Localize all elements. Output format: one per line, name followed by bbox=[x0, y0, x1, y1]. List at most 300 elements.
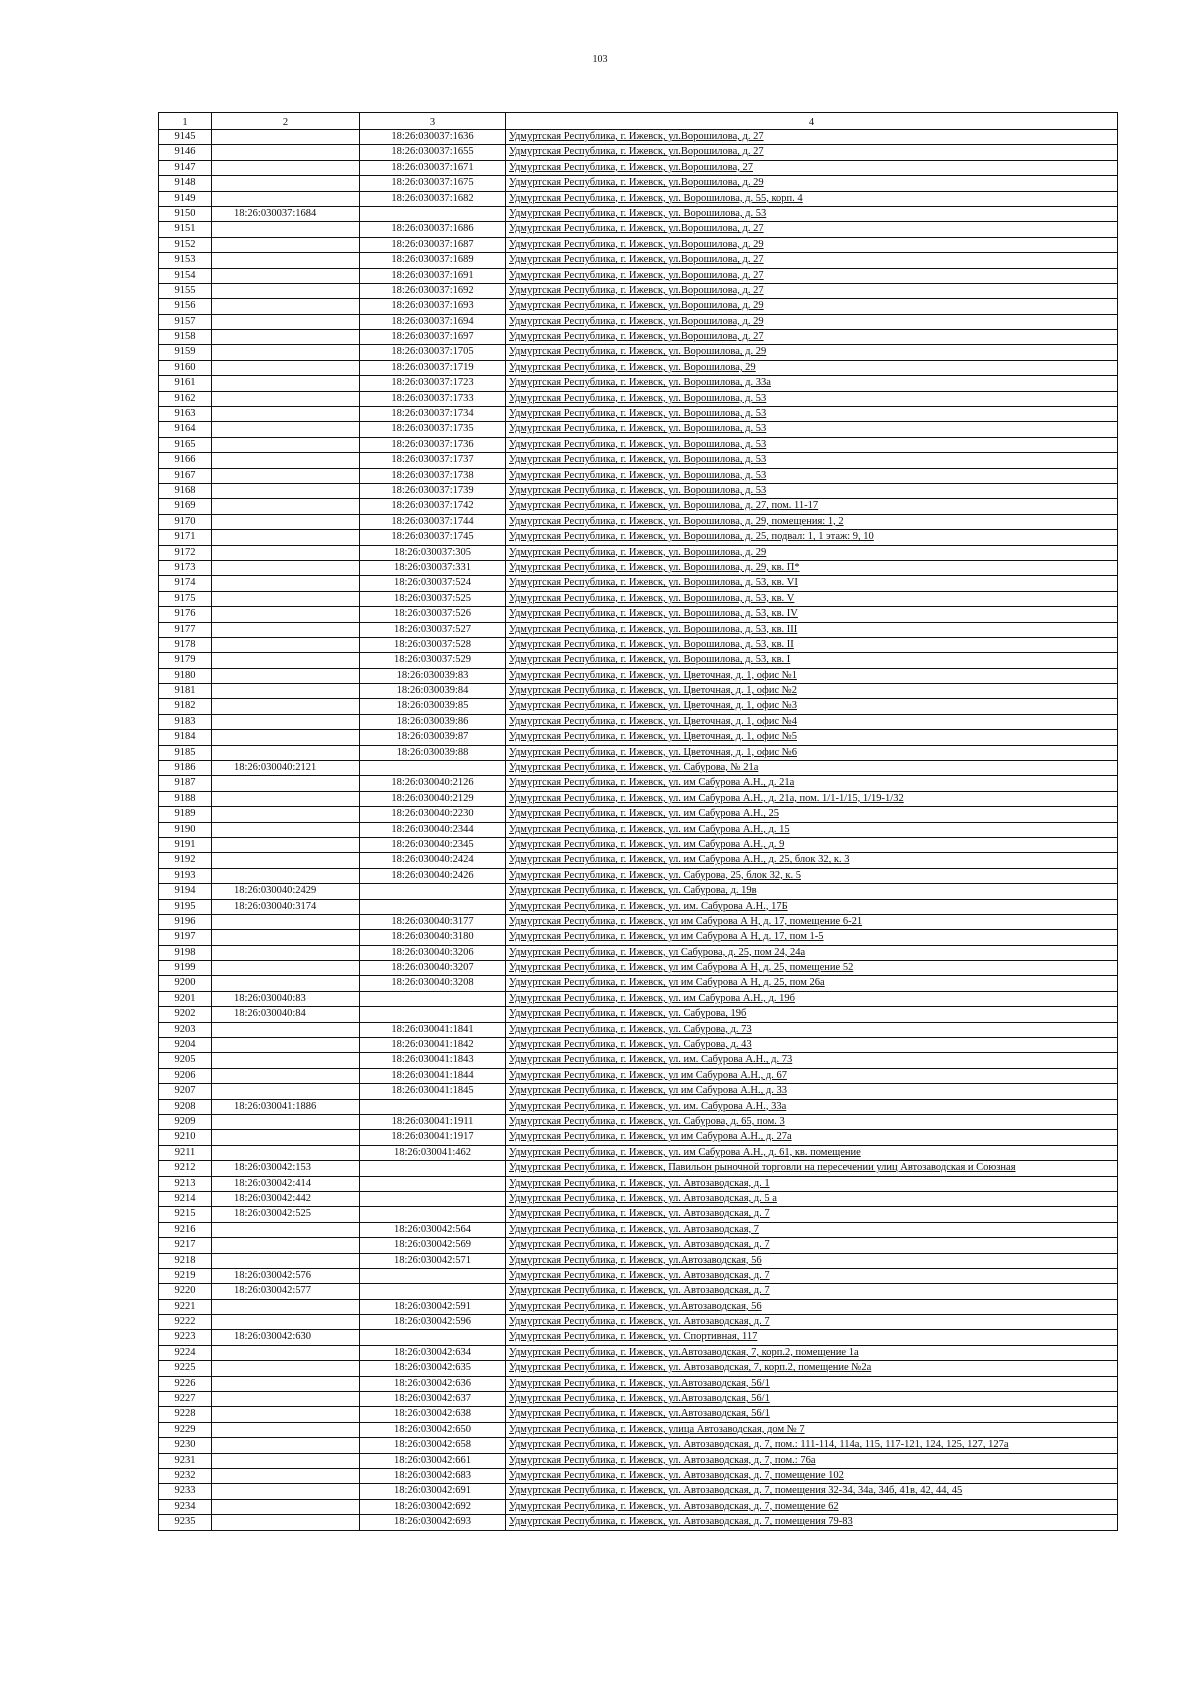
address-cell: Удмуртская Республика, г. Ижевск, ул.Ворошилова, д. 29 bbox=[506, 299, 1118, 314]
table-row bbox=[159, 945, 1118, 960]
table-row bbox=[159, 1468, 1118, 1483]
address-cell: Удмуртская Республика, г. Ижевск, Павильон рыночной торговли на пересечении улиц Автозаводская и Союзная bbox=[506, 1161, 1118, 1176]
object-cadastral-number-cell: 18:26:030037:1723 bbox=[360, 376, 506, 391]
table-row bbox=[159, 714, 1118, 729]
land-cadastral-number-cell bbox=[212, 1053, 360, 1068]
land-cadastral-number-cell bbox=[212, 160, 360, 175]
row-number-cell: 9234 bbox=[159, 1499, 212, 1514]
object-cadastral-number-cell: 18:26:030037:1736 bbox=[360, 437, 506, 452]
address-cell: Удмуртская Республика, г. Ижевск, ул. Автозаводская, д. 7, пом.: 76а bbox=[506, 1453, 1118, 1468]
table-row bbox=[159, 822, 1118, 837]
table-row bbox=[159, 130, 1118, 145]
address-cell: Удмуртская Республика, г. Ижевск, ул.Автозаводская, 56/1 bbox=[506, 1392, 1118, 1407]
address-cell: Удмуртская Республика, г. Ижевск, ул.Ворошилова, д. 27 bbox=[506, 253, 1118, 268]
table-row bbox=[159, 1176, 1118, 1191]
row-number-cell: 9172 bbox=[159, 545, 212, 560]
land-cadastral-number-cell bbox=[212, 653, 360, 668]
registry-table bbox=[158, 112, 1118, 1531]
land-cadastral-number-cell bbox=[212, 1038, 360, 1053]
row-number-cell: 9149 bbox=[159, 191, 212, 206]
address-cell: Удмуртская Республика, г. Ижевск, ул. Ворошилова, д. 53 bbox=[506, 468, 1118, 483]
address-cell: Удмуртская Республика, г. Ижевск, ул. Сабурова, д. 65, пом. 3 bbox=[506, 1115, 1118, 1130]
table-row bbox=[159, 776, 1118, 791]
land-cadastral-number-cell bbox=[212, 468, 360, 483]
table-row bbox=[159, 314, 1118, 329]
table-row bbox=[159, 237, 1118, 252]
table-row bbox=[159, 499, 1118, 514]
table-row bbox=[159, 560, 1118, 575]
land-cadastral-number-cell bbox=[212, 745, 360, 760]
object-cadastral-number-cell: 18:26:030037:1636 bbox=[360, 130, 506, 145]
address-cell: Удмуртская Республика, г. Ижевск, ул. им Сабурова А.Н., д. 25, блок 32, к. 3 bbox=[506, 853, 1118, 868]
object-cadastral-number-cell: 18:26:030037:1719 bbox=[360, 360, 506, 375]
table-row bbox=[159, 1345, 1118, 1360]
address-cell: Удмуртская Республика, г. Ижевск, ул. Автозаводская, 7 bbox=[506, 1222, 1118, 1237]
land-cadastral-number-cell bbox=[212, 499, 360, 514]
address-cell: Удмуртская Республика, г. Ижевск, ул Сабурова, д. 25, пом 24, 24а bbox=[506, 945, 1118, 960]
object-cadastral-number-cell: 18:26:030037:1686 bbox=[360, 222, 506, 237]
address-cell: Удмуртская Республика, г. Ижевск, ул. Автозаводская, д. 7 bbox=[506, 1238, 1118, 1253]
row-number-cell: 9152 bbox=[159, 237, 212, 252]
table-row bbox=[159, 576, 1118, 591]
object-cadastral-number-cell: 18:26:030042:571 bbox=[360, 1253, 506, 1268]
table-row bbox=[159, 222, 1118, 237]
table-row bbox=[159, 1084, 1118, 1099]
land-cadastral-number-cell bbox=[212, 1515, 360, 1530]
row-number-cell: 9226 bbox=[159, 1376, 212, 1391]
address-cell: Удмуртская Республика, г. Ижевск, ул. Цветочная, д. 1, офис №2 bbox=[506, 684, 1118, 699]
column-header-2: 2 bbox=[212, 113, 360, 130]
object-cadastral-number-cell: 18:26:030041:1842 bbox=[360, 1038, 506, 1053]
row-number-cell: 9185 bbox=[159, 745, 212, 760]
object-cadastral-number-cell: 18:26:030037:1675 bbox=[360, 176, 506, 191]
row-number-cell: 9194 bbox=[159, 884, 212, 899]
address-cell: Удмуртская Республика, г. Ижевск, ул. Ворошилова, д. 55, корп. 4 bbox=[506, 191, 1118, 206]
address-cell: Удмуртская Республика, г. Ижевск, ул.Ворошилова, д. 27 bbox=[506, 222, 1118, 237]
address-cell: Удмуртская Республика, г. Ижевск, ул.Ворошилова, д. 29 bbox=[506, 314, 1118, 329]
table-row bbox=[159, 145, 1118, 160]
address-cell: Удмуртская Республика, г. Ижевск, ул им Сабурова А Н, д. 25, помещение 52 bbox=[506, 961, 1118, 976]
row-number-cell: 9191 bbox=[159, 837, 212, 852]
land-cadastral-number-cell: 18:26:030040:84 bbox=[212, 1007, 360, 1022]
row-number-cell: 9187 bbox=[159, 776, 212, 791]
object-cadastral-number-cell: 18:26:030042:636 bbox=[360, 1376, 506, 1391]
table-row bbox=[159, 1330, 1118, 1345]
address-cell: Удмуртская Республика, г. Ижевск, ул. Автозаводская, д. 7, помещение 102 bbox=[506, 1468, 1118, 1483]
table-row bbox=[159, 1007, 1118, 1022]
table-header bbox=[159, 113, 1118, 130]
table-row bbox=[159, 961, 1118, 976]
row-number-cell: 9163 bbox=[159, 407, 212, 422]
row-number-cell: 9190 bbox=[159, 822, 212, 837]
address-cell: Удмуртская Республика, г. Ижевск, ул им Сабурова А.Н., д. 27а bbox=[506, 1130, 1118, 1145]
row-number-cell: 9224 bbox=[159, 1345, 212, 1360]
address-cell: Удмуртская Республика, г. Ижевск, ул. Автозаводская, д. 7 bbox=[506, 1284, 1118, 1299]
object-cadastral-number-cell: 18:26:030040:3208 bbox=[360, 976, 506, 991]
land-cadastral-number-cell bbox=[212, 437, 360, 452]
address-cell: Удмуртская Республика, г. Ижевск, ул. Ворошилова, д. 25, подвал: 1, 1 этаж: 9, 10 bbox=[506, 530, 1118, 545]
row-number-cell: 9154 bbox=[159, 268, 212, 283]
table-row bbox=[159, 884, 1118, 899]
object-cadastral-number-cell: 18:26:030042:591 bbox=[360, 1299, 506, 1314]
address-cell: Удмуртская Республика, г. Ижевск, улица Автозаводская, дом № 7 bbox=[506, 1422, 1118, 1437]
address-cell: Удмуртская Республика, г. Ижевск, ул. Цветочная, д. 1, офис №1 bbox=[506, 668, 1118, 683]
row-number-cell: 9221 bbox=[159, 1299, 212, 1314]
object-cadastral-number-cell: 18:26:030042:596 bbox=[360, 1315, 506, 1330]
address-cell: Удмуртская Республика, г. Ижевск, ул. им. Сабурова А.Н., 33а bbox=[506, 1099, 1118, 1114]
land-cadastral-number-cell bbox=[212, 668, 360, 683]
object-cadastral-number-cell bbox=[360, 1007, 506, 1022]
object-cadastral-number-cell: 18:26:030040:2424 bbox=[360, 853, 506, 868]
land-cadastral-number-cell bbox=[212, 1345, 360, 1360]
address-cell: Удмуртская Республика, г. Ижевск, ул. им Сабурова А.Н., д. 9 bbox=[506, 837, 1118, 852]
object-cadastral-number-cell bbox=[360, 761, 506, 776]
land-cadastral-number-cell: 18:26:030042:630 bbox=[212, 1330, 360, 1345]
row-number-cell: 9182 bbox=[159, 699, 212, 714]
table-row bbox=[159, 1268, 1118, 1283]
table-row bbox=[159, 653, 1118, 668]
land-cadastral-number-cell bbox=[212, 714, 360, 729]
land-cadastral-number-cell bbox=[212, 1407, 360, 1422]
table-row bbox=[159, 530, 1118, 545]
table-row bbox=[159, 437, 1118, 452]
table-row bbox=[159, 1499, 1118, 1514]
row-number-cell: 9222 bbox=[159, 1315, 212, 1330]
land-cadastral-number-cell bbox=[212, 591, 360, 606]
object-cadastral-number-cell: 18:26:030040:2345 bbox=[360, 837, 506, 852]
object-cadastral-number-cell: 18:26:030037:525 bbox=[360, 591, 506, 606]
object-cadastral-number-cell: 18:26:030037:1742 bbox=[360, 499, 506, 514]
land-cadastral-number-cell bbox=[212, 807, 360, 822]
row-number-cell: 9217 bbox=[159, 1238, 212, 1253]
address-cell: Удмуртская Республика, г. Ижевск, ул. Автозаводская, 7, корп.2, помещение №2а bbox=[506, 1361, 1118, 1376]
land-cadastral-number-cell bbox=[212, 376, 360, 391]
row-number-cell: 9167 bbox=[159, 468, 212, 483]
object-cadastral-number-cell: 18:26:030037:1745 bbox=[360, 530, 506, 545]
object-cadastral-number-cell: 18:26:030040:3206 bbox=[360, 945, 506, 960]
land-cadastral-number-cell bbox=[212, 622, 360, 637]
table-row bbox=[159, 514, 1118, 529]
table-row bbox=[159, 1022, 1118, 1037]
land-cadastral-number-cell bbox=[212, 1238, 360, 1253]
address-cell: Удмуртская Республика, г. Ижевск, ул. Автозаводская, д. 7, помещения 79-83 bbox=[506, 1515, 1118, 1530]
row-number-cell: 9166 bbox=[159, 453, 212, 468]
address-cell: Удмуртская Республика, г. Ижевск, ул. Сабурова, 25, блок 32, к. 5 bbox=[506, 868, 1118, 883]
row-number-cell: 9189 bbox=[159, 807, 212, 822]
row-number-cell: 9213 bbox=[159, 1176, 212, 1191]
object-cadastral-number-cell: 18:26:030037:1734 bbox=[360, 407, 506, 422]
land-cadastral-number-cell bbox=[212, 1084, 360, 1099]
land-cadastral-number-cell bbox=[212, 1022, 360, 1037]
row-number-cell: 9146 bbox=[159, 145, 212, 160]
address-cell: Удмуртская Республика, г. Ижевск, ул. Ворошилова, д. 53 bbox=[506, 483, 1118, 498]
row-number-cell: 9173 bbox=[159, 560, 212, 575]
address-cell: Удмуртская Республика, г. Ижевск, ул. Автозаводская, д. 7 bbox=[506, 1268, 1118, 1283]
object-cadastral-number-cell: 18:26:030041:1843 bbox=[360, 1053, 506, 1068]
column-header-4: 4 bbox=[506, 113, 1118, 130]
object-cadastral-number-cell bbox=[360, 1284, 506, 1299]
row-number-cell: 9206 bbox=[159, 1068, 212, 1083]
land-cadastral-number-cell bbox=[212, 330, 360, 345]
land-cadastral-number-cell bbox=[212, 1453, 360, 1468]
object-cadastral-number-cell: 18:26:030039:83 bbox=[360, 668, 506, 683]
land-cadastral-number-cell bbox=[212, 730, 360, 745]
row-number-cell: 9179 bbox=[159, 653, 212, 668]
row-number-cell: 9186 bbox=[159, 761, 212, 776]
table-row bbox=[159, 1130, 1118, 1145]
object-cadastral-number-cell: 18:26:030037:1687 bbox=[360, 237, 506, 252]
address-cell: Удмуртская Республика, г. Ижевск, ул.Ворошилова, д. 27 bbox=[506, 145, 1118, 160]
table-body bbox=[159, 130, 1118, 1531]
object-cadastral-number-cell: 18:26:030039:85 bbox=[360, 699, 506, 714]
table-row bbox=[159, 1038, 1118, 1053]
land-cadastral-number-cell bbox=[212, 1145, 360, 1160]
address-cell: Удмуртская Республика, г. Ижевск, ул. Ворошилова, д. 53 bbox=[506, 407, 1118, 422]
object-cadastral-number-cell: 18:26:030042:634 bbox=[360, 1345, 506, 1360]
object-cadastral-number-cell: 18:26:030041:1841 bbox=[360, 1022, 506, 1037]
row-number-cell: 9193 bbox=[159, 868, 212, 883]
table-row bbox=[159, 1484, 1118, 1499]
row-number-cell: 9178 bbox=[159, 637, 212, 652]
land-cadastral-number-cell: 18:26:030040:3174 bbox=[212, 899, 360, 914]
object-cadastral-number-cell: 18:26:030037:1738 bbox=[360, 468, 506, 483]
land-cadastral-number-cell: 18:26:030037:1684 bbox=[212, 206, 360, 221]
row-number-cell: 9168 bbox=[159, 483, 212, 498]
table-row bbox=[159, 991, 1118, 1006]
row-number-cell: 9200 bbox=[159, 976, 212, 991]
table-row bbox=[159, 976, 1118, 991]
row-number-cell: 9208 bbox=[159, 1099, 212, 1114]
table-row bbox=[159, 1222, 1118, 1237]
row-number-cell: 9192 bbox=[159, 853, 212, 868]
object-cadastral-number-cell bbox=[360, 1161, 506, 1176]
table-row bbox=[159, 391, 1118, 406]
table-row bbox=[159, 1253, 1118, 1268]
land-cadastral-number-cell bbox=[212, 530, 360, 545]
object-cadastral-number-cell: 18:26:030037:526 bbox=[360, 607, 506, 622]
row-number-cell: 9198 bbox=[159, 945, 212, 960]
row-number-cell: 9225 bbox=[159, 1361, 212, 1376]
address-cell: Удмуртская Республика, г. Ижевск, ул. Ворошилова, д. 29 bbox=[506, 545, 1118, 560]
land-cadastral-number-cell bbox=[212, 1361, 360, 1376]
table-row bbox=[159, 699, 1118, 714]
row-number-cell: 9204 bbox=[159, 1038, 212, 1053]
table-row bbox=[159, 330, 1118, 345]
land-cadastral-number-cell bbox=[212, 299, 360, 314]
land-cadastral-number-cell: 18:26:030040:2121 bbox=[212, 761, 360, 776]
address-cell: Удмуртская Республика, г. Ижевск, ул. Ворошилова, д. 33а bbox=[506, 376, 1118, 391]
row-number-cell: 9211 bbox=[159, 1145, 212, 1160]
address-cell: Удмуртская Республика, г. Ижевск, ул. им Сабурова А.Н., 25 bbox=[506, 807, 1118, 822]
row-number-cell: 9229 bbox=[159, 1422, 212, 1437]
land-cadastral-number-cell bbox=[212, 237, 360, 252]
address-cell: Удмуртская Республика, г. Ижевск, ул. Автозаводская, д. 7, помещение 62 bbox=[506, 1499, 1118, 1514]
address-cell: Удмуртская Республика, г. Ижевск, ул. им Сабурова А.Н., д. 15 bbox=[506, 822, 1118, 837]
address-cell: Удмуртская Республика, г. Ижевск, ул. Ворошилова, д. 53 bbox=[506, 422, 1118, 437]
object-cadastral-number-cell: 18:26:030039:88 bbox=[360, 745, 506, 760]
address-cell: Удмуртская Республика, г. Ижевск, ул. Сабурова, д. 19в bbox=[506, 884, 1118, 899]
address-cell: Удмуртская Республика, г. Ижевск, ул. Ворошилова, д. 53 bbox=[506, 453, 1118, 468]
land-cadastral-number-cell bbox=[212, 222, 360, 237]
row-number-cell: 9207 bbox=[159, 1084, 212, 1099]
row-number-cell: 9160 bbox=[159, 360, 212, 375]
address-cell: Удмуртская Республика, г. Ижевск, ул. Ворошилова, д. 53, кв. I bbox=[506, 653, 1118, 668]
address-cell: Удмуртская Республика, г. Ижевск, ул.Ворошилова, 27 bbox=[506, 160, 1118, 175]
land-cadastral-number-cell: 18:26:030042:525 bbox=[212, 1207, 360, 1222]
row-number-cell: 9202 bbox=[159, 1007, 212, 1022]
row-number-cell: 9161 bbox=[159, 376, 212, 391]
object-cadastral-number-cell bbox=[360, 884, 506, 899]
land-cadastral-number-cell bbox=[212, 576, 360, 591]
table-row bbox=[159, 483, 1118, 498]
table-row bbox=[159, 253, 1118, 268]
object-cadastral-number-cell: 18:26:030041:1844 bbox=[360, 1068, 506, 1083]
object-cadastral-number-cell: 18:26:030042:635 bbox=[360, 1361, 506, 1376]
land-cadastral-number-cell bbox=[212, 1299, 360, 1314]
address-cell: Удмуртская Республика, г. Ижевск, ул. им Сабурова А.Н., д. 21а bbox=[506, 776, 1118, 791]
row-number-cell: 9231 bbox=[159, 1453, 212, 1468]
table-row bbox=[159, 191, 1118, 206]
land-cadastral-number-cell bbox=[212, 837, 360, 852]
row-number-cell: 9176 bbox=[159, 607, 212, 622]
row-number-cell: 9230 bbox=[159, 1438, 212, 1453]
object-cadastral-number-cell: 18:26:030040:2126 bbox=[360, 776, 506, 791]
row-number-cell: 9158 bbox=[159, 330, 212, 345]
table-row bbox=[159, 1422, 1118, 1437]
object-cadastral-number-cell bbox=[360, 1330, 506, 1345]
address-cell: Удмуртская Республика, г. Ижевск, ул. Ворошилова, д. 53 bbox=[506, 391, 1118, 406]
table-row bbox=[159, 376, 1118, 391]
table-row bbox=[159, 407, 1118, 422]
object-cadastral-number-cell bbox=[360, 991, 506, 1006]
row-number-cell: 9215 bbox=[159, 1207, 212, 1222]
address-cell: Удмуртская Республика, г. Ижевск, ул.Ворошилова, д. 29 bbox=[506, 176, 1118, 191]
address-cell: Удмуртская Республика, г. Ижевск, ул.Автозаводская, 7, корп.2, помещение 1а bbox=[506, 1345, 1118, 1360]
address-cell: Удмуртская Республика, г. Ижевск, ул.Ворошилова, д. 27 bbox=[506, 130, 1118, 145]
row-number-cell: 9153 bbox=[159, 253, 212, 268]
object-cadastral-number-cell: 18:26:030042:683 bbox=[360, 1468, 506, 1483]
object-cadastral-number-cell bbox=[360, 899, 506, 914]
address-cell: Удмуртская Республика, г. Ижевск, ул. им. Сабурова А.Н., 17Б bbox=[506, 899, 1118, 914]
land-cadastral-number-cell bbox=[212, 822, 360, 837]
object-cadastral-number-cell: 18:26:030037:1737 bbox=[360, 453, 506, 468]
land-cadastral-number-cell bbox=[212, 391, 360, 406]
address-cell: Удмуртская Республика, г. Ижевск, ул им Сабурова А.Н., д. 33 bbox=[506, 1084, 1118, 1099]
table-row bbox=[159, 730, 1118, 745]
address-cell: Удмуртская Республика, г. Ижевск, ул. Цветочная, д. 1, офис №6 bbox=[506, 745, 1118, 760]
land-cadastral-number-cell bbox=[212, 684, 360, 699]
land-cadastral-number-cell bbox=[212, 268, 360, 283]
object-cadastral-number-cell: 18:26:030042:693 bbox=[360, 1515, 506, 1530]
address-cell: Удмуртская Республика, г. Ижевск, ул. им Сабурова А.Н., д. 19б bbox=[506, 991, 1118, 1006]
object-cadastral-number-cell: 18:26:030042:650 bbox=[360, 1422, 506, 1437]
object-cadastral-number-cell: 18:26:030042:637 bbox=[360, 1392, 506, 1407]
column-header-3: 3 bbox=[360, 113, 506, 130]
table-row bbox=[159, 853, 1118, 868]
table-row bbox=[159, 1361, 1118, 1376]
table-row bbox=[159, 1407, 1118, 1422]
land-cadastral-number-cell bbox=[212, 1392, 360, 1407]
address-cell: Удмуртская Республика, г. Ижевск, ул. им Сабурова А.Н., д. 21а, пом. 1/1-1/15, 1/19-1/32 bbox=[506, 791, 1118, 806]
row-number-cell: 9175 bbox=[159, 591, 212, 606]
address-cell: Удмуртская Республика, г. Ижевск, ул. Цветочная, д. 1, офис №3 bbox=[506, 699, 1118, 714]
land-cadastral-number-cell bbox=[212, 360, 360, 375]
land-cadastral-number-cell bbox=[212, 1422, 360, 1437]
object-cadastral-number-cell: 18:26:030042:569 bbox=[360, 1238, 506, 1253]
object-cadastral-number-cell bbox=[360, 1207, 506, 1222]
object-cadastral-number-cell: 18:26:030039:86 bbox=[360, 714, 506, 729]
address-cell: Удмуртская Республика, г. Ижевск, ул. Автозаводская, д. 7, пом.: 111-114, 114а, 115, 117-121, 124, 125, 127, 127а bbox=[506, 1438, 1118, 1453]
land-cadastral-number-cell bbox=[212, 637, 360, 652]
object-cadastral-number-cell: 18:26:030037:524 bbox=[360, 576, 506, 591]
address-cell: Удмуртская Республика, г. Ижевск, ул. Сабурова, 19б bbox=[506, 1007, 1118, 1022]
object-cadastral-number-cell: 18:26:030037:1697 bbox=[360, 330, 506, 345]
land-cadastral-number-cell bbox=[212, 914, 360, 929]
table-row bbox=[159, 607, 1118, 622]
address-cell: Удмуртская Республика, г. Ижевск, ул. Ворошилова, д. 53 bbox=[506, 437, 1118, 452]
address-cell: Удмуртская Республика, г. Ижевск, ул. Сабурова, д. 43 bbox=[506, 1038, 1118, 1053]
address-cell: Удмуртская Республика, г. Ижевск, ул. Ворошилова, д. 29 bbox=[506, 345, 1118, 360]
address-cell: Удмуртская Республика, г. Ижевск, ул.Ворошилова, д. 27 bbox=[506, 330, 1118, 345]
land-cadastral-number-cell bbox=[212, 345, 360, 360]
land-cadastral-number-cell: 18:26:030040:83 bbox=[212, 991, 360, 1006]
object-cadastral-number-cell: 18:26:030041:462 bbox=[360, 1145, 506, 1160]
land-cadastral-number-cell bbox=[212, 607, 360, 622]
land-cadastral-number-cell: 18:26:030040:2429 bbox=[212, 884, 360, 899]
row-number-cell: 9188 bbox=[159, 791, 212, 806]
column-header-1: 1 bbox=[159, 113, 212, 130]
row-number-cell: 9232 bbox=[159, 1468, 212, 1483]
row-number-cell: 9170 bbox=[159, 514, 212, 529]
table-row bbox=[159, 930, 1118, 945]
object-cadastral-number-cell: 18:26:030042:658 bbox=[360, 1438, 506, 1453]
object-cadastral-number-cell: 18:26:030040:3180 bbox=[360, 930, 506, 945]
row-number-cell: 9155 bbox=[159, 283, 212, 298]
row-number-cell: 9174 bbox=[159, 576, 212, 591]
table-row bbox=[159, 761, 1118, 776]
row-number-cell: 9210 bbox=[159, 1130, 212, 1145]
row-number-cell: 9220 bbox=[159, 1284, 212, 1299]
row-number-cell: 9199 bbox=[159, 961, 212, 976]
land-cadastral-number-cell bbox=[212, 283, 360, 298]
row-number-cell: 9209 bbox=[159, 1115, 212, 1130]
table-row bbox=[159, 1161, 1118, 1176]
table-row bbox=[159, 422, 1118, 437]
table-row bbox=[159, 914, 1118, 929]
row-number-cell: 9203 bbox=[159, 1022, 212, 1037]
address-cell: Удмуртская Республика, г. Ижевск, ул. Ворошилова, д. 27, пом. 11-17 bbox=[506, 499, 1118, 514]
row-number-cell: 9228 bbox=[159, 1407, 212, 1422]
object-cadastral-number-cell: 18:26:030041:1917 bbox=[360, 1130, 506, 1145]
object-cadastral-number-cell: 18:26:030037:1655 bbox=[360, 145, 506, 160]
table-row bbox=[159, 283, 1118, 298]
row-number-cell: 9196 bbox=[159, 914, 212, 929]
land-cadastral-number-cell bbox=[212, 1484, 360, 1499]
table-row bbox=[159, 1053, 1118, 1068]
table-row bbox=[159, 1315, 1118, 1330]
address-cell: Удмуртская Республика, г. Ижевск, ул. им. Сабурова А.Н., д. 73 bbox=[506, 1053, 1118, 1068]
land-cadastral-number-cell bbox=[212, 776, 360, 791]
table-row bbox=[159, 1515, 1118, 1530]
row-number-cell: 9219 bbox=[159, 1268, 212, 1283]
row-number-cell: 9227 bbox=[159, 1392, 212, 1407]
object-cadastral-number-cell: 18:26:030040:3207 bbox=[360, 961, 506, 976]
land-cadastral-number-cell bbox=[212, 145, 360, 160]
land-cadastral-number-cell bbox=[212, 191, 360, 206]
row-number-cell: 9171 bbox=[159, 530, 212, 545]
land-cadastral-number-cell bbox=[212, 976, 360, 991]
land-cadastral-number-cell bbox=[212, 868, 360, 883]
